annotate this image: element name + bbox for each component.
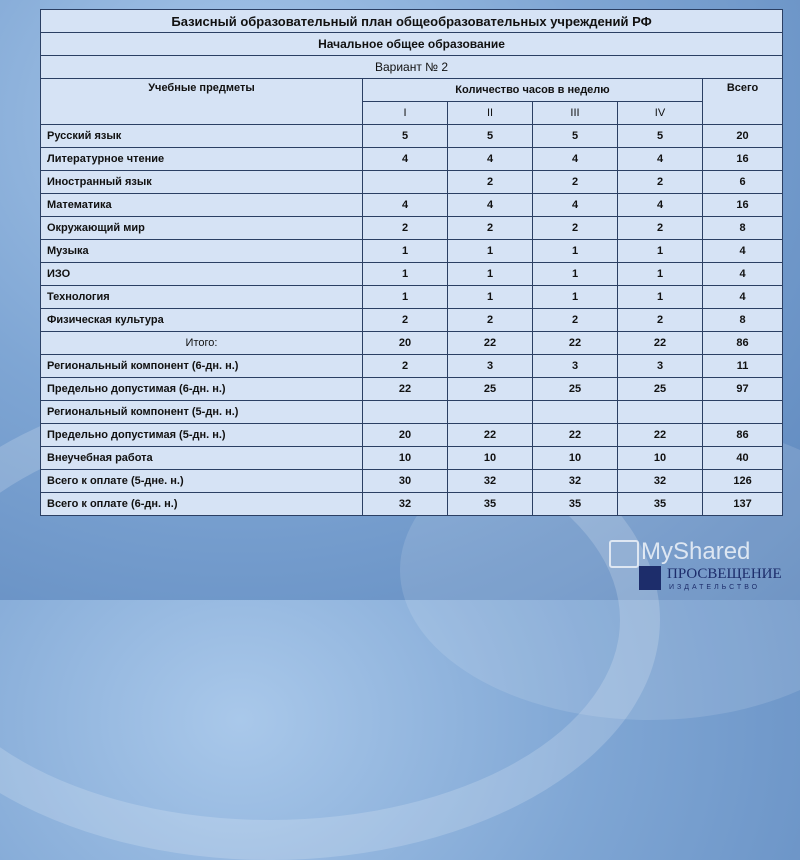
- cell-total: 4: [703, 240, 783, 263]
- cell-grade-3: 10: [533, 447, 618, 470]
- cell-grade-1: 4: [363, 194, 448, 217]
- row-label: Математика: [41, 194, 363, 217]
- cell-grade-4: 32: [618, 470, 703, 493]
- table-row: [41, 263, 783, 286]
- cell-grade-3: 35: [533, 493, 618, 516]
- cell-grade-1: 20: [363, 332, 448, 355]
- cell-grade-3: 2: [533, 171, 618, 194]
- cell-grade-2: 3: [448, 355, 533, 378]
- cell-total: 97: [703, 378, 783, 401]
- cell-grade-3: 4: [533, 148, 618, 171]
- cell-grade-4: 4: [618, 148, 703, 171]
- cell-grade-4: 22: [618, 424, 703, 447]
- cell-grade-1: 1: [363, 263, 448, 286]
- cell-grade-3: 1: [533, 263, 618, 286]
- cell-grade-4: 10: [618, 447, 703, 470]
- cell-grade-2: [448, 401, 533, 424]
- cell-grade-3: 3: [533, 355, 618, 378]
- table-row: [41, 309, 783, 332]
- cell-grade-2: 35: [448, 493, 533, 516]
- cell-grade-2: 4: [448, 148, 533, 171]
- header-grade-4: IV: [618, 102, 703, 125]
- row-label: Иностранный язык: [41, 171, 363, 194]
- cell-grade-4: 1: [618, 263, 703, 286]
- table-title: Базисный образовательный план общеобразовательных учреждений РФ: [41, 10, 783, 33]
- cell-grade-4: [618, 401, 703, 424]
- watermark-site: MyShared: [641, 538, 751, 565]
- cell-grade-4: 3: [618, 355, 703, 378]
- variant-label: Вариант № 2: [41, 56, 783, 79]
- row-label: Региональный компонент (6-дн. н.): [41, 355, 363, 378]
- watermark-publisher-sub: ИЗДАТЕЛЬСТВО: [669, 584, 761, 591]
- table-row: [41, 493, 783, 516]
- cell-grade-2: 2: [448, 309, 533, 332]
- table-subtitle: Начальное общее образование: [41, 33, 783, 56]
- header-grade-1: I: [363, 102, 448, 125]
- cell-total: 11: [703, 355, 783, 378]
- cell-grade-3: 1: [533, 240, 618, 263]
- cell-grade-2: 25: [448, 378, 533, 401]
- cell-total: 8: [703, 309, 783, 332]
- header-subjects: Учебные предметы: [41, 79, 363, 125]
- cell-grade-2: 1: [448, 263, 533, 286]
- cell-grade-2: 10: [448, 447, 533, 470]
- cell-grade-1: 20: [363, 424, 448, 447]
- cell-grade-3: 1: [533, 286, 618, 309]
- cell-grade-2: 22: [448, 424, 533, 447]
- cell-grade-4: 25: [618, 378, 703, 401]
- table-row: [41, 171, 783, 194]
- cell-grade-2: 1: [448, 240, 533, 263]
- cell-total: 20: [703, 125, 783, 148]
- row-label: Музыка: [41, 240, 363, 263]
- table-row: [41, 194, 783, 217]
- header-total: Всего: [703, 79, 783, 125]
- cell-grade-1: 30: [363, 470, 448, 493]
- presentation-icon: [609, 540, 639, 568]
- table-row: [41, 447, 783, 470]
- row-label: Физическая культура: [41, 309, 363, 332]
- table-row: [41, 217, 783, 240]
- cell-grade-2: 5: [448, 125, 533, 148]
- publisher-logo-icon: [639, 566, 661, 590]
- cell-grade-3: 22: [533, 424, 618, 447]
- cell-total: 86: [703, 332, 783, 355]
- row-label: Региональный компонент (5-дн. н.): [41, 401, 363, 424]
- table-row: [41, 401, 783, 424]
- cell-grade-1: 1: [363, 286, 448, 309]
- table-row: [41, 378, 783, 401]
- cell-total: 4: [703, 286, 783, 309]
- cell-grade-3: 32: [533, 470, 618, 493]
- cell-grade-4: 4: [618, 194, 703, 217]
- cell-total: 126: [703, 470, 783, 493]
- cell-grade-2: 2: [448, 171, 533, 194]
- header-grade-3: III: [533, 102, 618, 125]
- cell-grade-4: 2: [618, 309, 703, 332]
- cell-grade-3: 4: [533, 194, 618, 217]
- row-label: Технология: [41, 286, 363, 309]
- row-label: Русский язык: [41, 125, 363, 148]
- cell-grade-1: 5: [363, 125, 448, 148]
- cell-grade-3: 22: [533, 332, 618, 355]
- cell-grade-1: 32: [363, 493, 448, 516]
- cell-grade-3: 25: [533, 378, 618, 401]
- watermark: [607, 536, 797, 598]
- cell-grade-2: 4: [448, 194, 533, 217]
- cell-grade-1: 2: [363, 217, 448, 240]
- table-row: [41, 332, 783, 355]
- cell-grade-4: 1: [618, 240, 703, 263]
- cell-grade-1: 2: [363, 309, 448, 332]
- cell-grade-2: 2: [448, 217, 533, 240]
- header-hours: Количество часов в неделю: [363, 79, 703, 102]
- cell-grade-1: [363, 401, 448, 424]
- table-row: [41, 355, 783, 378]
- cell-grade-3: 5: [533, 125, 618, 148]
- cell-total: 16: [703, 148, 783, 171]
- cell-total: 40: [703, 447, 783, 470]
- cell-grade-1: 10: [363, 447, 448, 470]
- cell-total: 6: [703, 171, 783, 194]
- row-label: Итого:: [41, 332, 363, 355]
- row-label: Всего к оплате (6-дн. н.): [41, 493, 363, 516]
- cell-grade-4: 35: [618, 493, 703, 516]
- cell-grade-2: 1: [448, 286, 533, 309]
- cell-grade-4: 2: [618, 217, 703, 240]
- row-label: Внеучебная работа: [41, 447, 363, 470]
- cell-total: 16: [703, 194, 783, 217]
- row-label: Литературное чтение: [41, 148, 363, 171]
- table-row: [41, 470, 783, 493]
- row-label: ИЗО: [41, 263, 363, 286]
- cell-grade-3: [533, 401, 618, 424]
- cell-grade-1: 4: [363, 148, 448, 171]
- table-row: [41, 424, 783, 447]
- cell-grade-4: 5: [618, 125, 703, 148]
- row-label: Всего к оплате (5-дне. н.): [41, 470, 363, 493]
- cell-grade-1: 1: [363, 240, 448, 263]
- cell-total: 137: [703, 493, 783, 516]
- row-label: Предельно допустимая (6-дн. н.): [41, 378, 363, 401]
- cell-grade-2: 32: [448, 470, 533, 493]
- cell-grade-4: 22: [618, 332, 703, 355]
- cell-grade-1: 22: [363, 378, 448, 401]
- cell-total: 86: [703, 424, 783, 447]
- table-row: [41, 286, 783, 309]
- row-label: Окружающий мир: [41, 217, 363, 240]
- watermark-publisher: ПРОСВЕЩЕНИЕ: [667, 566, 782, 582]
- cell-grade-2: 22: [448, 332, 533, 355]
- row-label: Предельно допустимая (5-дн. н.): [41, 424, 363, 447]
- table-row: [41, 125, 783, 148]
- cell-grade-3: 2: [533, 217, 618, 240]
- cell-grade-3: 2: [533, 309, 618, 332]
- cell-total: 4: [703, 263, 783, 286]
- cell-grade-1: [363, 171, 448, 194]
- header-grade-2: II: [448, 102, 533, 125]
- cell-total: 8: [703, 217, 783, 240]
- cell-grade-4: 1: [618, 286, 703, 309]
- cell-grade-1: 2: [363, 355, 448, 378]
- curriculum-table: [40, 9, 783, 516]
- table-row: [41, 148, 783, 171]
- cell-total: [703, 401, 783, 424]
- table-row: [41, 240, 783, 263]
- cell-grade-4: 2: [618, 171, 703, 194]
